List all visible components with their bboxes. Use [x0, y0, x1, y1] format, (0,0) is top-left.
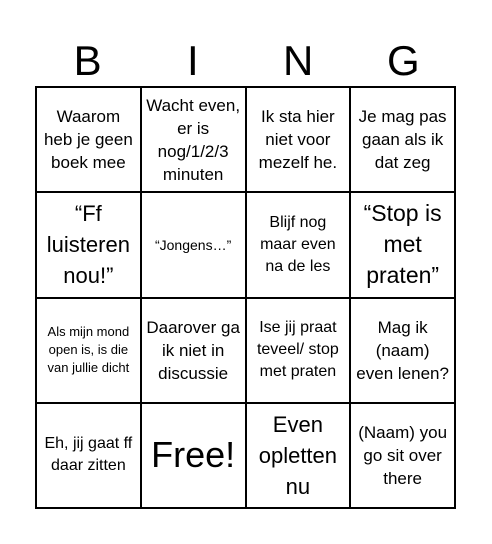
bingo-cell[interactable]: [350, 298, 455, 403]
bingo-cell[interactable]: [141, 298, 246, 403]
free-cell[interactable]: [141, 403, 246, 508]
cell-text: “Ff luisteren nou!”: [46, 201, 130, 289]
header-letter-b: B: [73, 37, 102, 84]
header-letter-g: G: [387, 37, 420, 84]
cell-text: “Jongens…”: [154, 236, 232, 253]
cell-text: Daarover ga ik niet in discussie: [146, 317, 240, 383]
cell-text: Mag ik (naam) even lenen?: [356, 317, 449, 383]
bingo-cell[interactable]: [350, 403, 455, 508]
cell-text: Eh, jij gaat ff daar zitten: [44, 435, 133, 475]
bingo-header: [35, 36, 456, 86]
bingo-cell[interactable]: [36, 192, 141, 297]
header-letter-n: N: [282, 37, 314, 84]
cell-text: Wacht even, er is nog/1/2/3 minuten: [146, 95, 241, 184]
bingo-cell[interactable]: [36, 298, 141, 403]
cell-text: Even opletten nu: [258, 411, 338, 499]
cell-text: Als mijn mond open is, is die van jullie dicht: [47, 324, 130, 376]
cell-text: Free!: [151, 434, 236, 476]
bingo-cell[interactable]: [350, 87, 455, 192]
bingo-cell[interactable]: [350, 192, 455, 297]
cell-text: Waarom heb je geen boek mee: [43, 107, 133, 173]
bingo-board: [35, 86, 456, 509]
header-letter-i: I: [187, 37, 199, 84]
cell-text: (Naam) you go sit over there: [358, 422, 448, 488]
bingo-cell[interactable]: [36, 87, 141, 192]
bingo-cell[interactable]: [246, 192, 351, 297]
bingo-cell[interactable]: [141, 87, 246, 192]
bingo-cell[interactable]: [246, 87, 351, 192]
bingo-cell[interactable]: [36, 403, 141, 508]
cell-text: Je mag pas gaan als ik dat zeg: [358, 107, 447, 173]
bingo-cell[interactable]: [246, 298, 351, 403]
cell-text: Blijf nog maar even na de les: [260, 213, 336, 275]
cell-text: Ise jij praat teveel/ stop met praten: [256, 319, 339, 381]
bingo-cell[interactable]: [141, 192, 246, 297]
cell-text: “Stop is met praten”: [363, 200, 442, 289]
cell-text: Ik sta hier niet voor mezelf he.: [258, 107, 338, 173]
bingo-cell[interactable]: [246, 403, 351, 508]
